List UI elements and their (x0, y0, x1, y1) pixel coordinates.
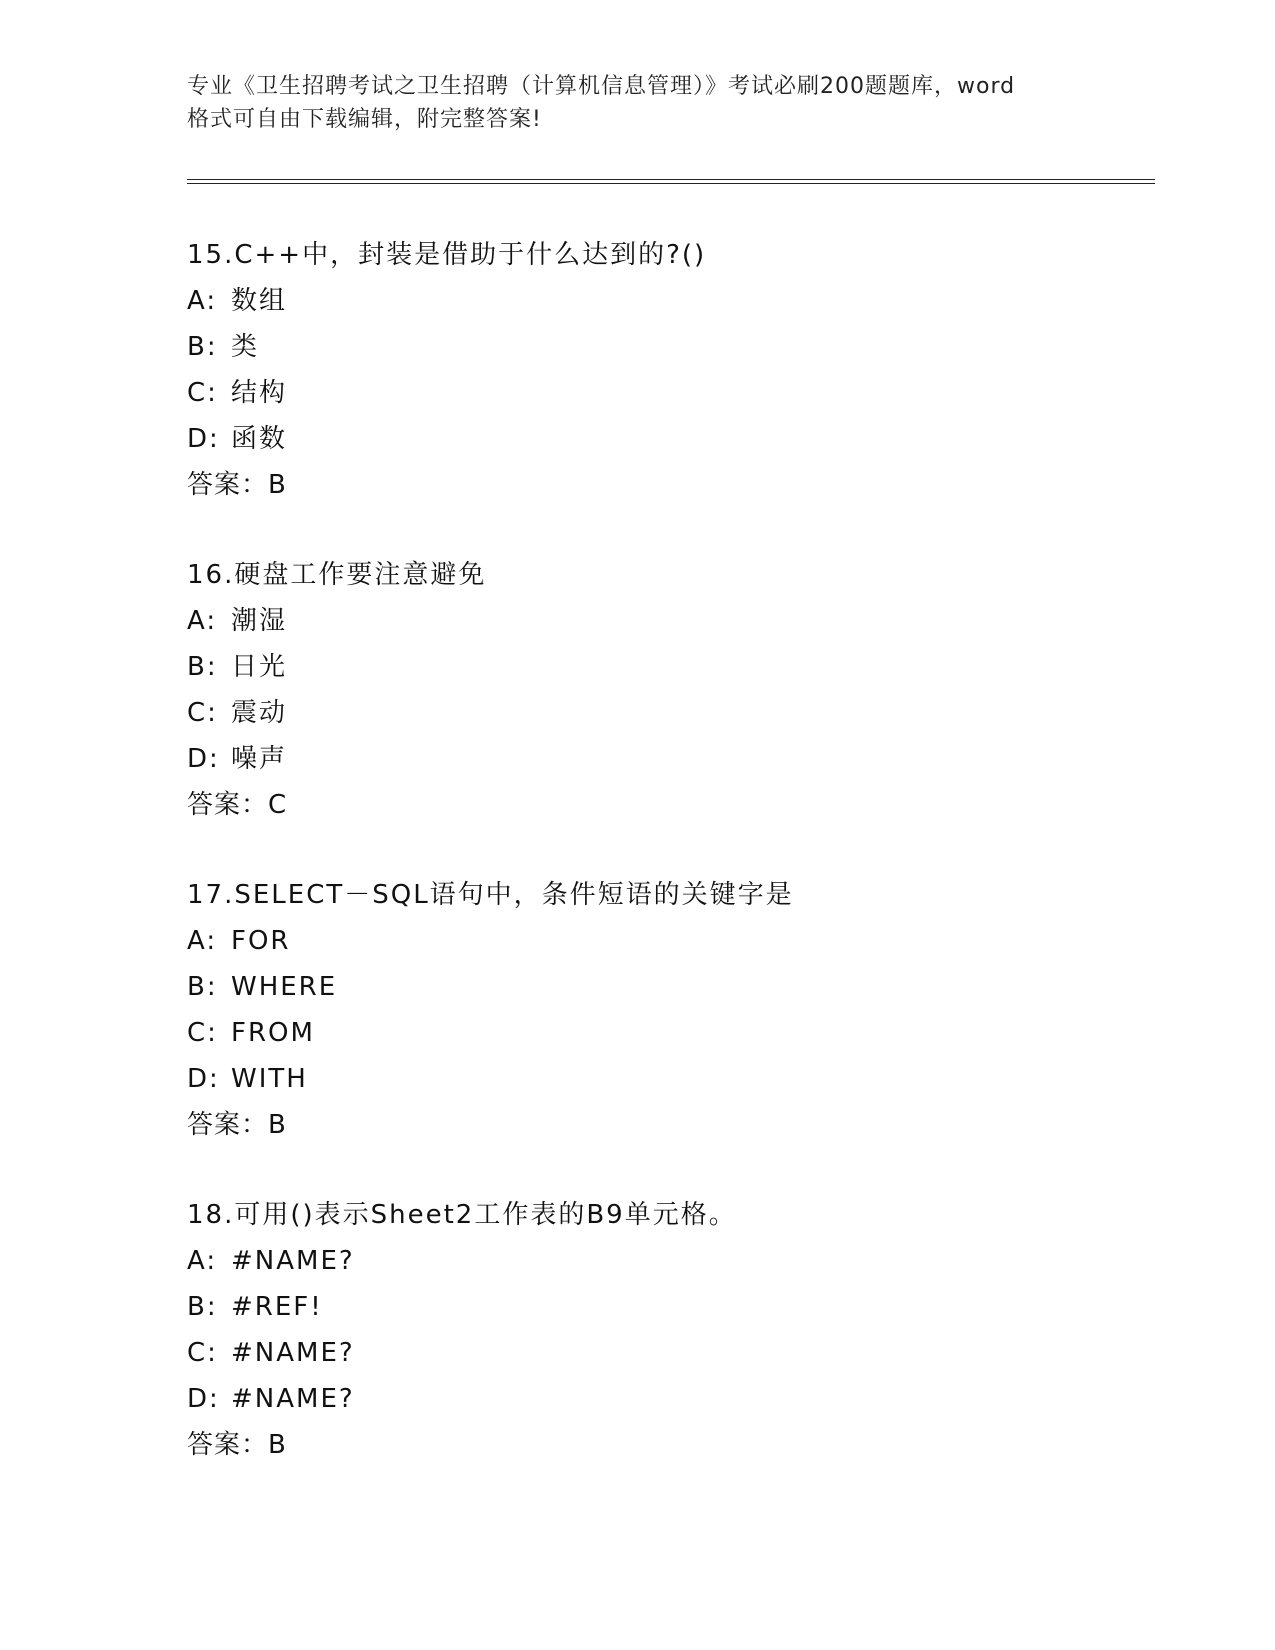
option-key: D: (187, 744, 220, 774)
option-value: 结构 (231, 378, 288, 408)
option-value: #NAME? (231, 1384, 355, 1414)
option-key: D: (187, 424, 220, 454)
option-key: C: (187, 378, 218, 408)
option-value: WITH (231, 1064, 308, 1094)
option-a (187, 918, 1147, 964)
question-block (187, 232, 1147, 508)
option-b (187, 324, 1147, 370)
option-value: 函数 (231, 424, 288, 454)
option-d (187, 1376, 1147, 1422)
question-text: 17.SELECT－SQL语句中，条件短语的关键字是 (187, 880, 794, 910)
header-divider-bottom (187, 183, 1155, 184)
option-a (187, 1238, 1147, 1284)
option-key: D: (187, 1064, 220, 1094)
question-text: 18.可用()表示Sheet2工作表的B9单元格。 (187, 1200, 737, 1230)
option-value: #NAME? (231, 1246, 355, 1276)
question-block (187, 1192, 1147, 1468)
question-text: 15.C++中，封装是借助于什么达到的?() (187, 240, 707, 270)
option-d (187, 416, 1147, 462)
option-value: 噪声 (231, 744, 288, 774)
option-value: 类 (231, 332, 260, 362)
option-key: D: (187, 1384, 220, 1414)
option-c (187, 1330, 1147, 1376)
option-a (187, 598, 1147, 644)
option-key: A: (187, 606, 218, 636)
option-value: FOR (231, 926, 291, 956)
option-c (187, 370, 1147, 416)
option-value: 日光 (231, 652, 288, 682)
answer-line: 答案：B (187, 1430, 287, 1460)
option-key: A: (187, 926, 218, 956)
question-text: 16.硬盘工作要注意避免 (187, 560, 487, 590)
option-key: A: (187, 1246, 218, 1276)
option-b (187, 644, 1147, 690)
option-key: B: (187, 972, 218, 1002)
answer-line: 答案：B (187, 470, 287, 500)
option-key: B: (187, 1292, 218, 1322)
answer-line: 答案：B (187, 1110, 287, 1140)
option-d (187, 736, 1147, 782)
document-header (187, 70, 1087, 136)
option-a (187, 278, 1147, 324)
option-key: C: (187, 1018, 218, 1048)
option-c (187, 690, 1147, 736)
option-d (187, 1056, 1147, 1102)
header-line-2: 格式可自由下载编辑，附完整答案! (187, 107, 542, 132)
option-key: B: (187, 652, 218, 682)
option-value: 震动 (231, 698, 288, 728)
option-key: C: (187, 698, 218, 728)
answer-line: 答案：C (187, 790, 288, 820)
option-key: B: (187, 332, 218, 362)
header-divider-top (187, 179, 1155, 180)
option-value: 潮湿 (231, 606, 288, 636)
question-block (187, 552, 1147, 828)
question-block (187, 872, 1147, 1148)
header-line-1: 专业《卫生招聘考试之卫生招聘（计算机信息管理）》考试必刷200题题库，word (187, 74, 1016, 99)
option-value: #NAME? (231, 1338, 355, 1368)
option-key: C: (187, 1338, 218, 1368)
option-value: 数组 (231, 286, 288, 316)
option-c (187, 1010, 1147, 1056)
option-value: FROM (231, 1018, 315, 1048)
option-b (187, 964, 1147, 1010)
option-key: A: (187, 286, 218, 316)
option-value: #REF! (231, 1292, 323, 1322)
option-value: WHERE (231, 972, 338, 1002)
option-b (187, 1284, 1147, 1330)
